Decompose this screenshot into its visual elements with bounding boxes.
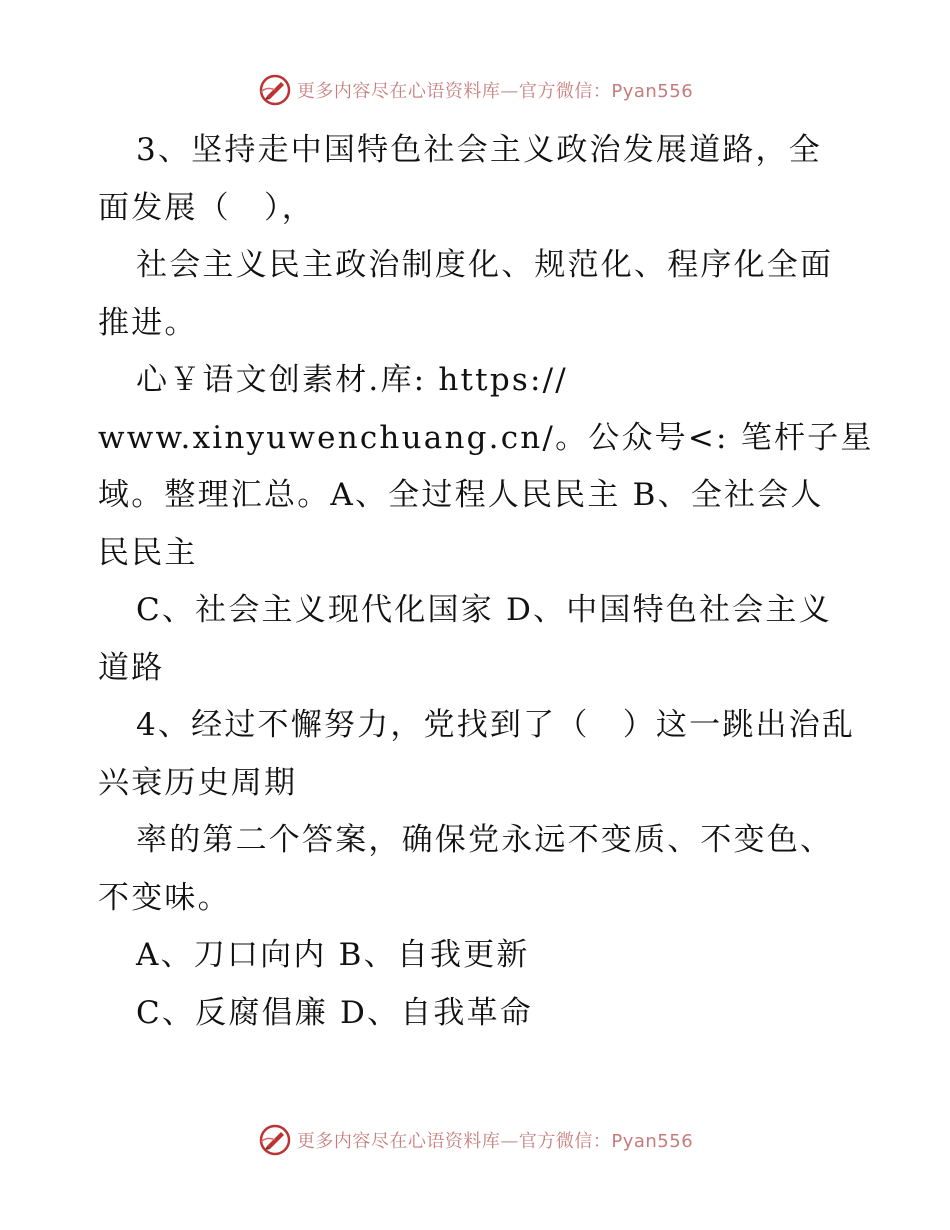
watermark-text — [297, 77, 693, 103]
watermark-separator: — — [500, 81, 519, 102]
pen-circle-logo-icon — [257, 72, 293, 108]
watermark-wechat: 官方微信：Pyan556 — [518, 1131, 694, 1152]
text-line: 4、经过不懈努力，党找到了（ ）这一跳出治乱 — [136, 707, 856, 743]
pen-circle-logo-icon — [257, 1122, 293, 1158]
text-line: A、刀口向内 B、自我更新 — [136, 937, 530, 973]
text-line: 域。整理汇总。A、全过程人民民主 B、全社会人 — [98, 477, 824, 513]
text-line: 社会主义民主政治制度化、规范化、程序化全面 — [136, 247, 834, 283]
text-line: www.xinyuwenchuang.cn/。公众号<: 笔杆子星 — [98, 419, 874, 456]
text-line: 民民主 — [98, 534, 198, 571]
watermark-text — [297, 1127, 693, 1153]
document-body — [98, 122, 874, 1042]
text-line: 道路 — [98, 649, 165, 686]
text-line: 兴衰历史周期 — [98, 764, 298, 801]
text-line: 心￥语文创素材.库: https:// — [136, 362, 568, 398]
text-line: C、社会主义现代化国家 D、中国特色社会主义 — [136, 592, 832, 628]
watermark-wechat: 官方微信：Pyan556 — [518, 81, 694, 102]
text-line: 不变味。 — [98, 879, 231, 916]
text-line: 面发展（ ）， — [98, 189, 315, 226]
text-line: C、反腐倡廉 D、自我革命 — [136, 994, 534, 1031]
footer-watermark — [0, 1120, 950, 1160]
watermark-site: 更多内容尽在心语资料库 — [296, 81, 501, 102]
watermark-separator: — — [500, 1131, 519, 1152]
text-line: 推进。 — [98, 304, 198, 341]
header-watermark — [0, 70, 950, 110]
text-line: 3、坚持走中国特色社会主义政治发展道路，全 — [136, 132, 822, 168]
text-line: 率的第二个答案，确保党永远不变质、不变色、 — [136, 822, 834, 858]
watermark-site: 更多内容尽在心语资料库 — [296, 1131, 501, 1152]
